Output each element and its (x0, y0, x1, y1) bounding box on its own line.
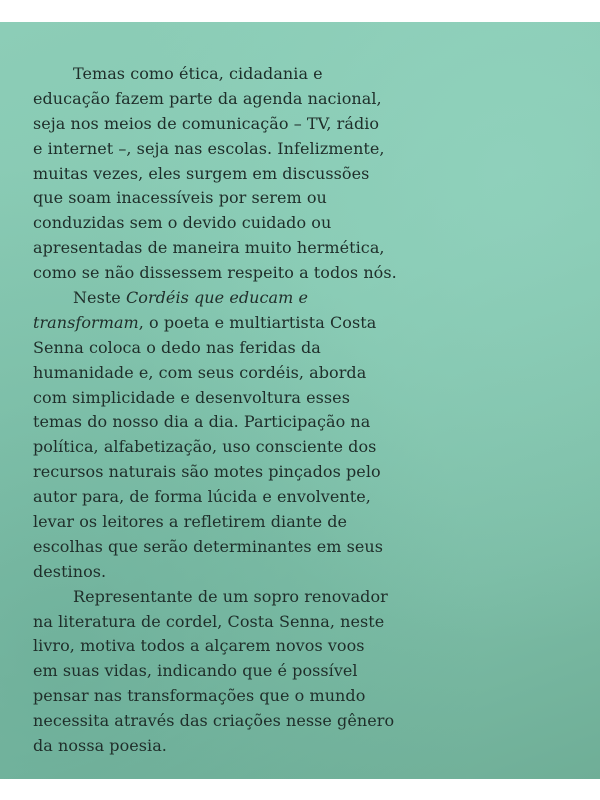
book-title-text: transformam (33, 312, 139, 332)
text-run: Representante de um sopro renovador (73, 586, 388, 606)
paragraph (33, 62, 593, 286)
text-run: e internet –, seja nas escolas. Infelizmente, (33, 138, 385, 158)
text-run: Neste (73, 288, 126, 308)
text-run: apresentadas de maneira muito hermética, (33, 238, 385, 258)
text-line (33, 460, 593, 485)
text-line (33, 386, 593, 411)
text-run: em suas vidas, indicando que é possível (33, 661, 358, 681)
text-run: destinos. (33, 561, 107, 581)
text-line (33, 560, 593, 585)
text-line (33, 211, 593, 236)
text-line (33, 684, 593, 709)
text-run: como se não dissessem respeito a todos nós. (33, 263, 397, 283)
text-line (33, 87, 593, 112)
text-line (33, 336, 593, 361)
text-run: que soam inacessíveis por serem ou (33, 188, 327, 208)
text-line (33, 162, 593, 187)
text-line (33, 510, 593, 535)
text-run: com simplicidade e desenvoltura esses (33, 387, 350, 407)
text-run: escolhas que serão determinantes em seus (33, 536, 384, 556)
text-run: recursos naturais são motes pinçados pelo (33, 462, 381, 482)
text-line (33, 485, 593, 510)
text-line (33, 585, 593, 610)
paragraph (33, 286, 593, 585)
text-run: levar os leitores a refletirem diante de (33, 512, 348, 532)
text-run: necessita através das criações nesse gênero (33, 711, 395, 731)
text-run: temas do nosso dia a dia. Participação na (33, 412, 371, 432)
text-line (33, 410, 593, 435)
text-run: autor para, de forma lúcida e envolvente, (33, 487, 371, 507)
text-line (33, 610, 593, 635)
cover-text (33, 62, 593, 759)
text-run: humanidade e, com seus cordéis, aborda (33, 362, 367, 382)
text-line (33, 709, 593, 734)
text-line (33, 286, 593, 311)
text-line (33, 535, 593, 560)
paragraph (33, 585, 593, 759)
book-back-cover (0, 22, 600, 779)
text-line (33, 186, 593, 211)
text-line (33, 435, 593, 460)
text-run: educação fazem parte da agenda nacional, (33, 88, 382, 108)
text-run: política, alfabetização, uso consciente dos (33, 437, 377, 457)
text-line (33, 734, 593, 759)
text-run: da nossa poesia. (33, 736, 167, 756)
text-line (33, 261, 593, 286)
text-run: na literatura de cordel, Costa Senna, neste (33, 611, 385, 631)
text-run: seja nos meios de comunicação – TV, rádio (33, 113, 380, 133)
text-line (33, 137, 593, 162)
text-run: conduzidas sem o devido cuidado ou (33, 213, 332, 233)
book-title-text: Cordéis que educam e (125, 288, 308, 308)
text-line (33, 311, 593, 336)
text-run: Senna coloca o dedo nas feridas da (33, 337, 321, 357)
text-line (33, 112, 593, 137)
text-run: pensar nas transformações que o mundo (33, 686, 366, 706)
text-run: muitas vezes, eles surgem em discussões (33, 163, 370, 183)
text-line (33, 361, 593, 386)
text-run: , o poeta e multiartista Costa (138, 312, 377, 332)
text-line (33, 659, 593, 684)
text-line (33, 236, 593, 261)
text-line (33, 62, 593, 87)
text-run: livro, motiva todos a alçarem novos voos (33, 636, 365, 656)
text-run: Temas como ética, cidadania e (73, 64, 323, 83)
text-line (33, 634, 593, 659)
